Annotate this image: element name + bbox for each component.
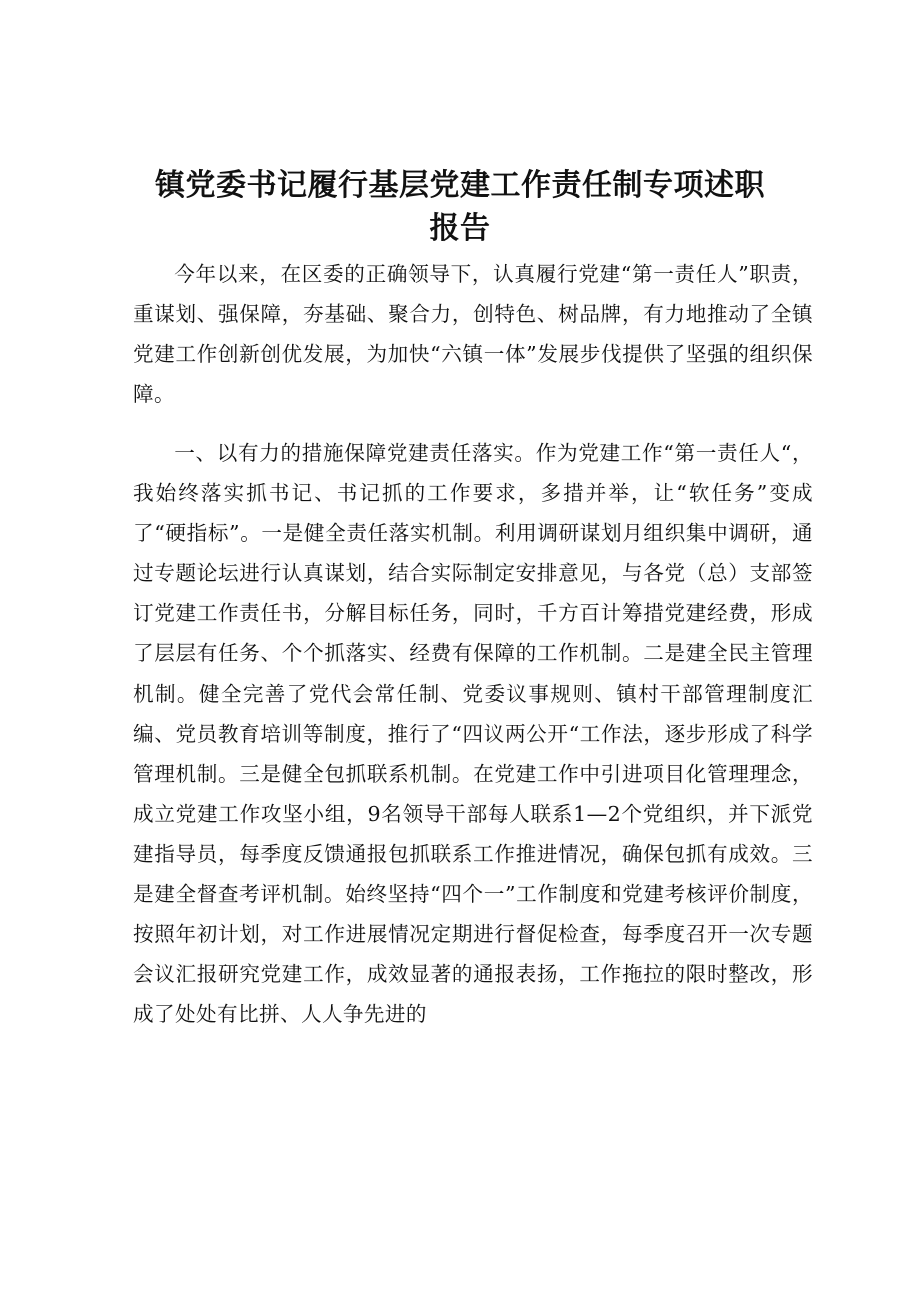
paragraph-section-1: 一、以有力的措施保障党建责任落实。作为党建工作“第一责任人“，我始终落实抓书记、书记抓的工作要求，多措并举，让“软任务”变成了“硬指标”。一是健全责任落实机制。利用调研谋划月组织集中调研，通过专题论坛进行认真谋划，结合实际制定安排意见，与各党（总）支部签订党建工作责任书，分解目标任务，同时，千方百计筹措党建经费，形成了层层有任务、个个抓落实、经费有保障的工作机制。二是建全民主管理机制。健全完善了党代会常任制、党委议事规则、镇村干部管理制度汇编、党员教育培训等制度，推行了“四议两公开“工作法，逐步形成了科学管理机制。三是健全包抓联系机制。在党建工作中引进项目化管理理念，成立党建工作攻坚小组，9名领导干部每人联系1—2个党组织，并下派党建指导员，每季度反馈通报包抓联系工作推进情况，确保包抓有成效。三是建全督查考评机制。始终坚持“四个一”工作制度和党建考核评价制度，按照年初计划，对工作进展情况定期进行督促检查，每季度召开一次专题会议汇报研究党建工作，成效显著的通报表扬，工作拖拉的限时整改，形成了处处有比拼、人人争先进的 — [133, 441, 813, 1027]
document-title-line-1: 镇党委书记履行基层党建工作责任制专项述职 — [155, 168, 765, 203]
document-title-line-2: 报告 — [429, 211, 491, 246]
paragraph-intro: 今年以来，在区委的正确领导下，认真履行党建“第一责任人”职责，重谋划、强保障，夯基础、聚合力，创特色、树品牌，有力地推动了全镇党建工作创新创优发展，为加快“六镇一体”发展步伐提供了坚强的组织保障。 — [133, 262, 813, 407]
